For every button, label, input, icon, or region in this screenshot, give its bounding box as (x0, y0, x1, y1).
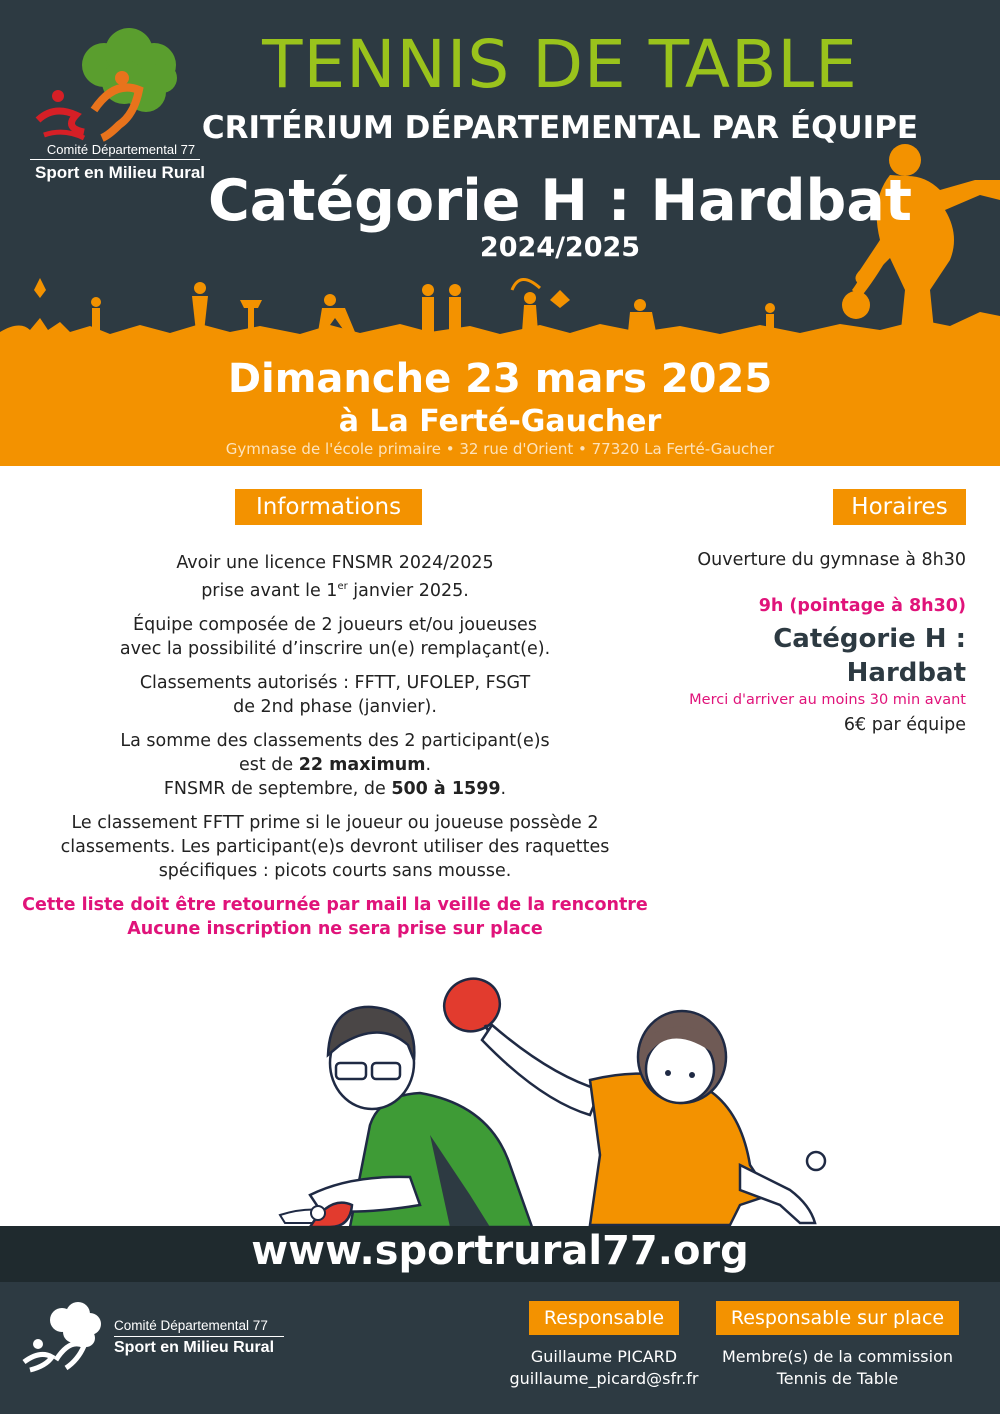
info-team-line2: avec la possibilité d’inscrire un(e) remplaçant(e). (119, 638, 551, 659)
info-team (20, 613, 650, 661)
footer-logo (22, 1302, 110, 1374)
event-place: à La Ferté-Gaucher (338, 404, 662, 439)
info-sum-max: 22 maximum (298, 754, 426, 775)
info-fftt (20, 811, 650, 883)
info-warning-line1: Cette liste doit être retournée par mail la veille de la rencontre (22, 894, 648, 915)
footer-logo-text-sport: Sport en Milieu Rural (114, 1339, 275, 1356)
info-warning (20, 893, 650, 941)
website-link[interactable]: www.sportrural77.org (251, 1228, 749, 1274)
info-sum-line3c: . (500, 778, 507, 799)
info-licence-sup: er (337, 581, 348, 592)
event-date: Dimanche 23 mars 2025 (227, 356, 773, 402)
responsable-contact (490, 1346, 718, 1390)
info-rankings-line2: de 2nd phase (janvier). (233, 696, 437, 717)
info-licence (20, 551, 650, 603)
info-warning-line2: Aucune inscription ne sera prise sur place (127, 918, 543, 939)
info-team-line1: Équipe composée de 2 joueurs et/ou joueuses (133, 614, 537, 635)
category-title: Catégorie H : Hardbat (207, 168, 913, 234)
horaires-note: Merci d'arriver au moins 30 min avant (689, 692, 966, 708)
horaires-category-line1: Catégorie H : (773, 624, 966, 654)
logo-text-sport: Sport en Milieu Rural (34, 163, 206, 182)
onsite-heading: Responsable sur place (716, 1301, 959, 1335)
onsite-line2: Tennis de Table (776, 1369, 899, 1388)
logo-divider (30, 159, 200, 160)
responsable-heading: Responsable (529, 1301, 679, 1335)
info-licence-line1: Avoir une licence FNSMR 2024/2025 (176, 553, 494, 573)
footer-logo-divider (114, 1336, 284, 1337)
info-licence-line2b: janvier 2025. (347, 580, 469, 601)
info-sum-range: 500 à 1599 (391, 778, 501, 799)
horaires-price: 6€ par équipe (843, 715, 966, 735)
onsite-contact (706, 1346, 969, 1390)
season-label: 2024/2025 (479, 232, 641, 263)
info-sum-line2a: est de (238, 754, 299, 775)
page-subtitle: CRITÉRIUM DÉPARTEMENTAL PAR ÉQUIPE (201, 110, 919, 146)
onsite-line1: Membre(s) de la commission (721, 1347, 954, 1366)
info-sum (20, 729, 650, 801)
info-sum-line1: La somme des classements des 2 participant(e)s (120, 730, 550, 751)
info-fftt-line3: spécifiques : picots courts sans mousse. (158, 860, 512, 881)
informations-heading: Informations (235, 489, 422, 525)
logo-text-comite: Comité Départemental 77 (46, 142, 196, 157)
info-fftt-line2: classements. Les participant(e)s devront utiliser des raquettes (60, 836, 610, 857)
footer-logo-text-comite: Comité Départemental 77 (114, 1318, 268, 1333)
info-fftt-line1: Le classement FFTT prime si le joueur ou joueuse possède 2 (71, 812, 599, 833)
info-licence-line2a: prise avant le 1 (201, 580, 338, 601)
horaires-time: 9h (pointage à 8h30) (758, 596, 966, 616)
event-address: Gymnase de l'école primaire • 32 rue d'Orient • 77320 La Ferté-Gaucher (225, 440, 775, 458)
horaires-opening: Ouverture du gymnase à 8h30 (697, 550, 966, 570)
page-title: TENNIS DE TABLE (262, 26, 858, 103)
info-rankings-line1: Classements autorisés : FFTT, UFOLEP, FSGT (139, 672, 531, 693)
info-rankings (20, 671, 650, 719)
info-sum-line2c: . (425, 754, 432, 775)
horaires-heading: Horaires (833, 489, 966, 525)
horaires-category-line2: Hardbat (846, 658, 966, 688)
responsable-email[interactable]: guillaume_picard@sfr.fr (509, 1369, 699, 1388)
responsable-name: Guillaume PICARD (530, 1347, 678, 1366)
informations-body (20, 551, 650, 951)
players-illustration (270, 965, 830, 1230)
info-sum-line3a: FNSMR de septembre, de (163, 778, 392, 799)
